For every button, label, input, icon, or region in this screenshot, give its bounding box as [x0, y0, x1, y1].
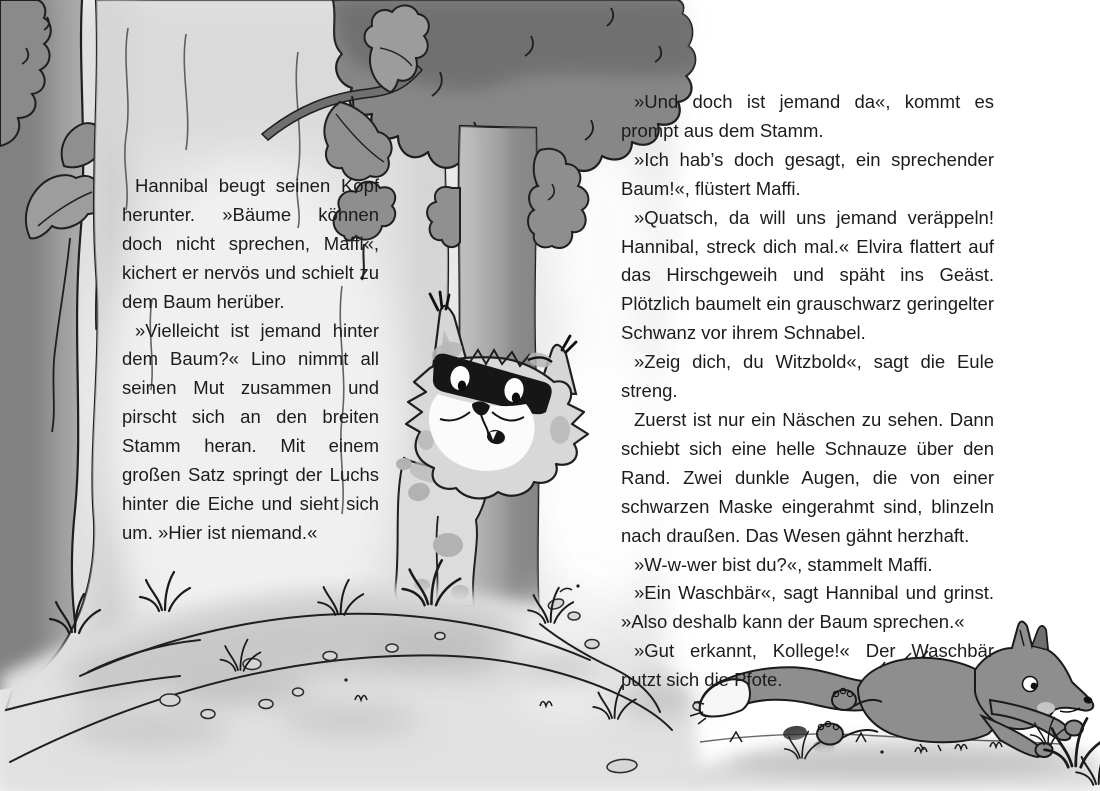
story-paragraph: Hannibal beugt seinen Kopf herunter. »Bäume können doch nicht sprechen, Maffi«, kichert er nervös und schielt zu dem Baum herüber. [122, 175, 379, 312]
story-paragraph: »Ich hab’s doch gesagt, ein sprechender Baum!«, flüstert Maffi. [621, 148, 994, 199]
story-paragraph: »Quatsch, da will uns jemand veräppeln! Hannibal, streck dich mal.« Elvira flattert auf das Hirschgeweih und späht ins Geäst. Plötzlich baumelt ein grauschwarz geringelter Schwanz vor ihrem Schnabel. [621, 206, 994, 344]
left-text-column [122, 172, 379, 548]
story-paragraph: »Ein Waschbär«, sagt Hannibal und grinst. »Also deshalb kann der Baum sprechen.« [621, 582, 994, 633]
story-paragraph: Zuerst ist nur ein Näschen zu sehen. Dann schiebt sich eine helle Schnauze über den Rand. Zwei dunkle Augen, die von einer schwarzen Maske eingerahmt sind, blinzeln nach draußen. Das Wesen gähnt herzhaft. [621, 408, 994, 546]
story-paragraph: »W-w-wer bist du?«, stammelt Maffi. [634, 553, 933, 575]
story-paragraph: »Vielleicht ist jemand hinter dem Baum?« Lino nimmt all seinen Mut zusammen und pirscht sich an den breiten Stamm heran. Mit einem großen Satz springt der Luchs hinter die Eiche und sieht sich um. »Hier ist niemand.« [122, 319, 379, 543]
story-paragraph: »Und doch ist jemand da«, kommt es prompt aus dem Stamm. [621, 91, 994, 141]
story-paragraph: »Zeig dich, du Witzbold«, sagt die Eule streng. [621, 351, 994, 402]
story-paragraph: »Gut erkannt, Kollege!« Der Waschbär putzt sich die Pfote. [621, 640, 994, 691]
right-text-column [621, 88, 994, 695]
